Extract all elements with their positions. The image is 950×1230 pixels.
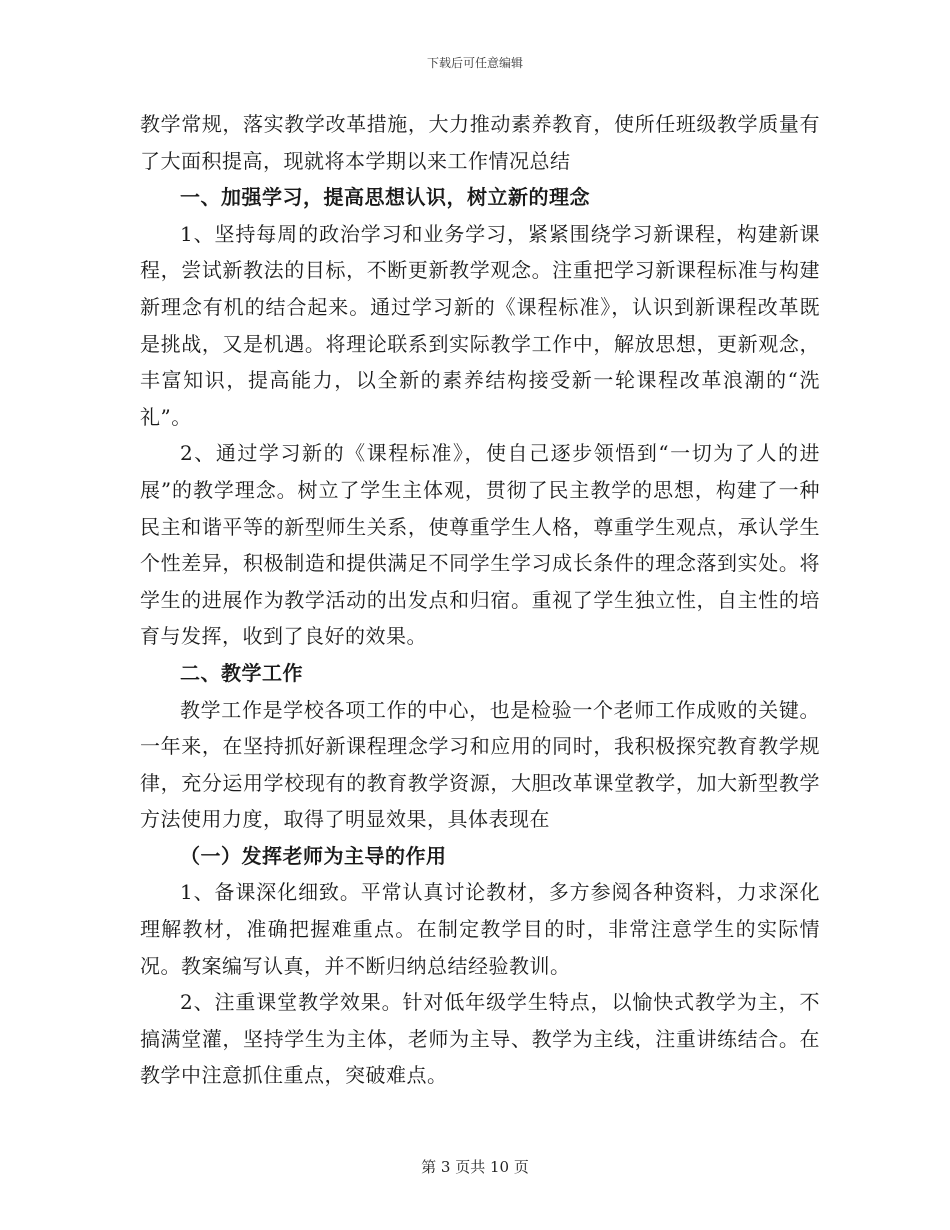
paragraph-1-2: 2、通过学习新的《课程标准》，使自己逐步领悟到“一切为了人的进展”的教学理念。树立了学生主体观，贯彻了民主教学的思想，构建了一种民主和谐平等的新型师生关系，使尊重学生人格，尊重学生观点，承认学生个性差异，积极制造和提供满足不同学生学习成长条件的理念落到实处。将学生的进展作为教学活动的出发点和归宿。重视了学生独立性，自主性的培育与发挥，收到了良好的效果。: [140, 441, 820, 649]
page-header: 下载后可任意编辑: [426, 56, 523, 70]
section-heading-1: 一、加强学习，提高思想认识，树立新的理念: [180, 185, 590, 210]
paragraph-intro-continuation: 教学常规，落实教学改革措施，大力推动素养教育，使所任班级教学质量有了大面积提高，现就将本学期以来工作情况总结: [140, 112, 820, 173]
paragraph-1-1: 1、坚持每周的政治学习和业务学习，紧紧围绕学习新课程，构建新课程，尝试新教法的目标，不断更新教学观念。注重把学习新课程标准与构建新理念有机的结合起来。通过学习新的《课程标准》，认识到新课程改革既是挑战，又是机遇。将理论联系到实际教学工作中，解放思想，更新观念，丰富知识，提高能力，以全新的素养结构接受新一轮课程改革浪潮的“洗礼”。: [140, 221, 820, 429]
paragraph-2-1-2: 2、注重课堂教学效果。针对低年级学生特点，以愉快式教学为主，不搞满堂灌，坚持学生为主体，老师为主导、教学为主线，注重讲练结合。在教学中注意抓住重点，突破难点。: [140, 990, 820, 1088]
subsection-heading-2-1: （一）发挥老师为主导的作用: [180, 843, 447, 868]
page-footer: 第 3 页共 10 页: [421, 1158, 529, 1176]
paragraph-2-intro: 教学工作是学校各项工作的中心，也是检验一个老师工作成败的关键。一年来，在坚持抓好新课程理念学习和应用的同时，我积极探究教育教学规律，充分运用学校现有的教育教学资源，大胆改革课堂教学，加大新型教学方法使用力度，取得了明显效果，具体表现在: [140, 697, 820, 832]
paragraph-2-1-1: 1、备课深化细致。平常认真讨论教材，多方参阅各种资料，力求深化理解教材，准确把握难重点。在制定教学目的时，非常注意学生的实际情况。教案编写认真，并不断归纳总结经验教训。: [140, 880, 820, 978]
section-heading-2: 二、教学工作: [180, 660, 303, 685]
document-body: [140, 106, 820, 1094]
